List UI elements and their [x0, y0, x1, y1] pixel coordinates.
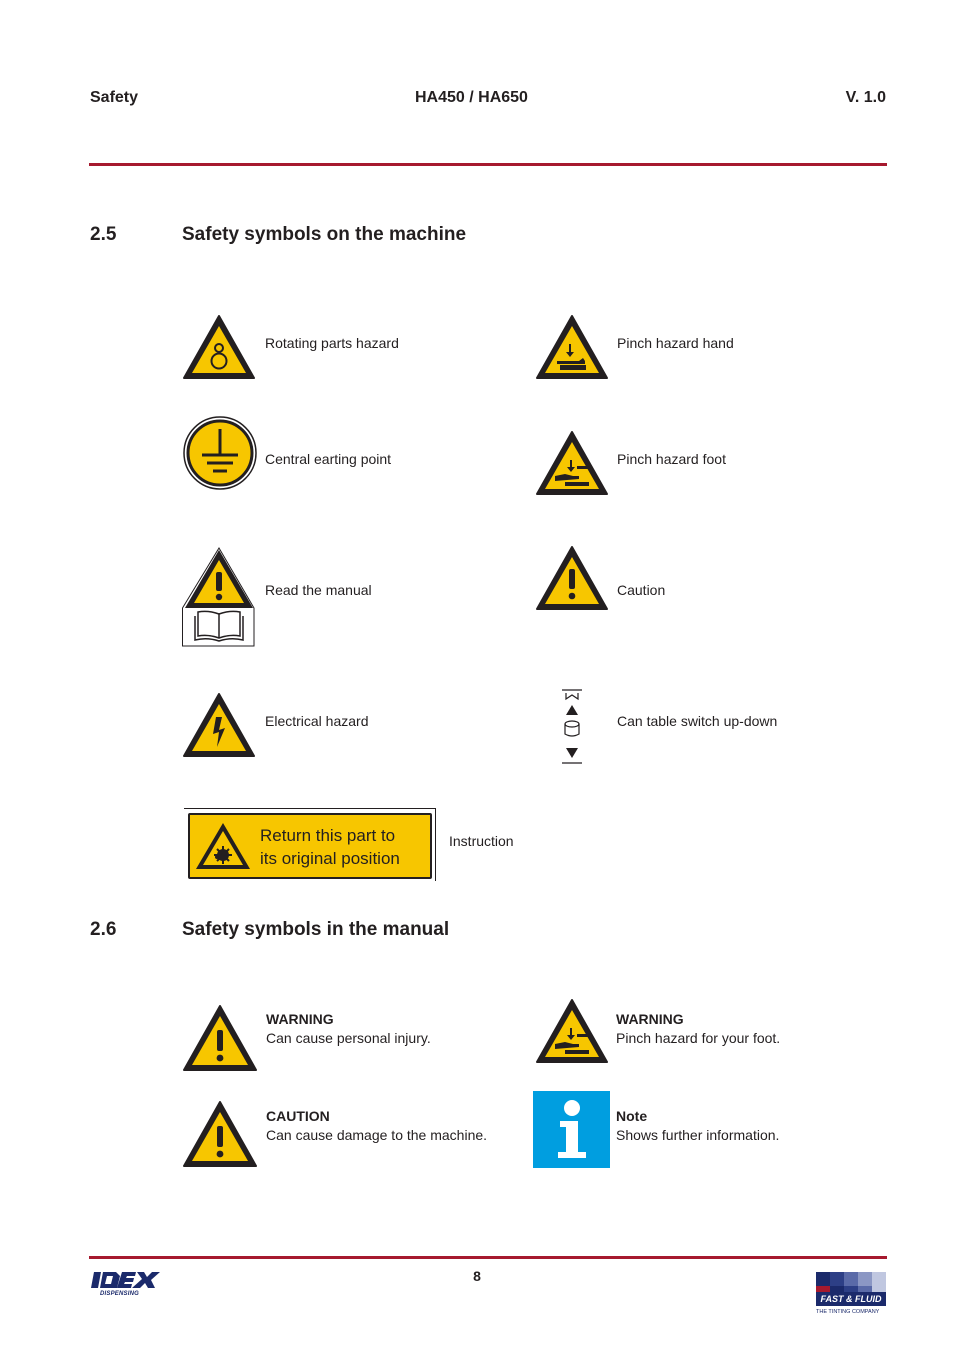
idex-logo	[90, 1270, 162, 1297]
label-pinch-foot: Pinch hazard foot	[617, 451, 726, 467]
header-version: V. 1.0	[845, 89, 886, 106]
page-number: 8	[473, 1268, 481, 1284]
electrical-hazard-icon	[182, 692, 256, 758]
fast-fluid-logo	[816, 1272, 886, 1315]
label-caution: Caution	[617, 582, 666, 598]
note-text: Can cause personal injury.	[266, 1030, 431, 1046]
pinch-hazard-foot-icon	[535, 430, 609, 496]
note-block	[266, 1011, 431, 1046]
warning-icon	[182, 1004, 258, 1072]
section-title: Safety symbols in the manual	[182, 919, 450, 940]
instruction-sign	[184, 808, 436, 881]
logo-color-squares	[816, 1272, 886, 1286]
can-table-switch-icon	[559, 689, 585, 765]
label-earthing: Central earting point	[265, 451, 392, 467]
note-title: CAUTION	[266, 1108, 330, 1124]
header-rule	[89, 163, 887, 166]
note-text: Shows further information.	[616, 1127, 780, 1143]
note-title: WARNING	[616, 1011, 684, 1027]
label-electrical: Electrical hazard	[265, 713, 369, 729]
note-block	[616, 1108, 779, 1143]
idex-logo-sub: DISPENSING	[100, 1291, 140, 1297]
instruction-line-1: Return this part to	[260, 826, 396, 845]
header-model: HA450 / HA650	[415, 89, 528, 106]
instruction-sign-plate	[188, 813, 432, 879]
note-text: Pinch hazard for your foot.	[616, 1030, 781, 1046]
note-title: Note	[616, 1108, 648, 1124]
caution-icon	[535, 545, 609, 611]
note-block	[266, 1108, 487, 1143]
earthing-point-icon	[182, 415, 258, 491]
footer-rule	[89, 1256, 887, 1259]
info-icon	[533, 1091, 610, 1168]
caution-machine-icon	[182, 1100, 258, 1168]
note-block	[616, 1011, 780, 1046]
section-title: Safety symbols on the machine	[182, 224, 467, 245]
rotating-parts-hazard-icon	[182, 314, 256, 380]
label-read-manual: Read the manual	[265, 582, 372, 598]
fast-fluid-name: FAST & FLUID	[816, 1292, 886, 1306]
instruction-line-2: its original position	[260, 849, 400, 868]
fast-fluid-sub: THE TINTING COMPANY	[816, 1309, 880, 1315]
header-section-name: Safety	[90, 89, 139, 106]
label-pinch-hand: Pinch hazard hand	[617, 335, 734, 351]
label-instruction: Instruction	[449, 833, 514, 849]
note-text: Can cause damage to the machine.	[266, 1127, 488, 1143]
pinch-hazard-hand-icon	[535, 314, 609, 380]
label-rotating-parts: Rotating parts hazard	[265, 335, 399, 351]
section-number: 2.6	[90, 919, 117, 940]
note-title: WARNING	[266, 1011, 334, 1027]
gear-hazard-icon	[194, 821, 252, 871]
label-can-table: Can table switch up-down	[617, 713, 778, 729]
section-number: 2.5	[90, 224, 117, 245]
read-manual-icon	[182, 546, 256, 648]
pinch-foot-warning-icon	[535, 998, 609, 1064]
